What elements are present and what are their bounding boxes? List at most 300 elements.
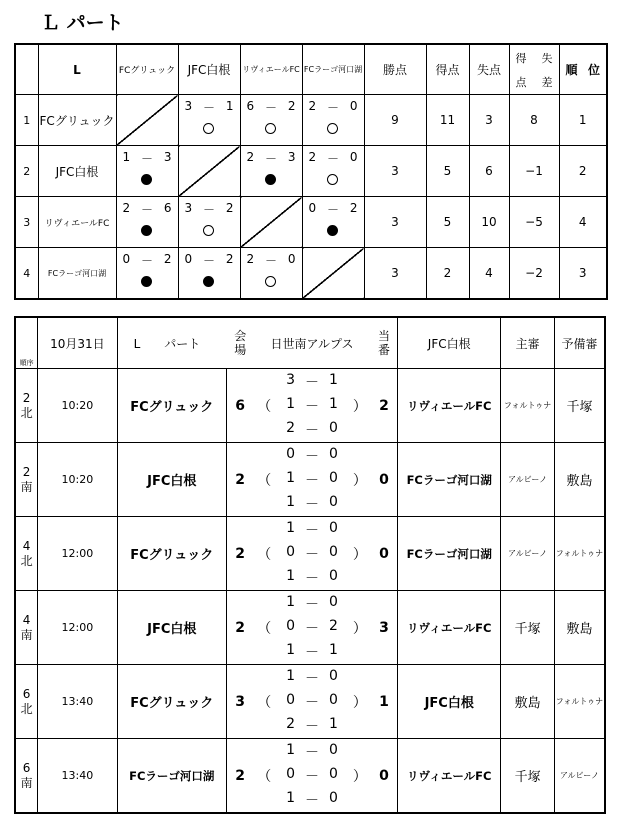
first-half-part: － bbox=[305, 596, 320, 613]
standings-row bbox=[15, 248, 607, 300]
order-header: 順序 bbox=[15, 317, 38, 369]
result-cell bbox=[178, 248, 240, 300]
row-number: 1 bbox=[15, 95, 38, 146]
second-half-part: 2 bbox=[329, 617, 338, 634]
second-half bbox=[253, 618, 371, 638]
result-cell bbox=[302, 197, 364, 248]
result-cell bbox=[116, 146, 178, 197]
paren-close: ） bbox=[352, 398, 367, 415]
half-scores bbox=[253, 517, 371, 591]
second-half-part: 1 bbox=[286, 395, 296, 412]
win-circle-icon bbox=[327, 174, 338, 185]
first-half-part: 1 bbox=[329, 371, 338, 388]
venue-name: 日世南アルプス bbox=[253, 317, 371, 369]
away-team: リヴィエールFC bbox=[398, 591, 501, 665]
second-half bbox=[253, 470, 371, 490]
loss-dot-icon bbox=[141, 225, 152, 236]
first-half bbox=[253, 446, 371, 466]
stat-gf: 5 bbox=[426, 146, 469, 197]
loss-dot-icon bbox=[265, 174, 276, 185]
first-half-part: － bbox=[305, 448, 320, 465]
row-team-name: FCグリュック bbox=[38, 95, 116, 146]
extra-line-part: 1 bbox=[329, 641, 338, 658]
referee-name: アルビーノ bbox=[501, 517, 555, 591]
first-half-part: － bbox=[305, 374, 320, 391]
paren-close: ） bbox=[352, 620, 367, 637]
away-score: 1 bbox=[371, 665, 398, 739]
extra-line bbox=[253, 790, 371, 810]
first-half-part: 0 bbox=[329, 593, 338, 610]
extra-line bbox=[253, 494, 371, 514]
stat-gf: 11 bbox=[426, 95, 469, 146]
match-order bbox=[15, 443, 38, 517]
score-dash: － bbox=[264, 101, 277, 115]
away-score: 0 bbox=[371, 443, 398, 517]
first-half-part: 1 bbox=[286, 741, 296, 758]
home-team: FCグリュック bbox=[117, 517, 226, 591]
extra-line-part: 0 bbox=[329, 789, 338, 806]
second-half-part: － bbox=[305, 546, 320, 563]
gd-label-3: 点 bbox=[515, 75, 527, 89]
score-breakdown bbox=[253, 668, 371, 736]
stat-ga: 10 bbox=[469, 197, 509, 248]
col-rank bbox=[559, 44, 607, 95]
match-order bbox=[15, 591, 38, 665]
second-half-inner bbox=[286, 470, 338, 490]
standings-table bbox=[14, 43, 608, 300]
reserve-header: 予備審 bbox=[554, 317, 605, 369]
col-goals-for: 得点 bbox=[426, 44, 469, 95]
win-circle-icon bbox=[203, 123, 214, 134]
result-score bbox=[247, 150, 296, 167]
score-left: 2 bbox=[308, 99, 317, 113]
first-half-part: 0 bbox=[329, 741, 338, 758]
second-half-part: 0 bbox=[286, 617, 296, 634]
first-half bbox=[253, 668, 371, 688]
score-dash: － bbox=[202, 254, 215, 268]
extra-line bbox=[253, 420, 371, 440]
away-score: 0 bbox=[371, 517, 398, 591]
result-cell bbox=[302, 146, 364, 197]
loss-dot-icon bbox=[141, 276, 152, 287]
away-score: 3 bbox=[371, 591, 398, 665]
first-half-part: 0 bbox=[329, 519, 338, 536]
score-left: 3 bbox=[184, 99, 193, 113]
away-team: JFC白根 bbox=[398, 665, 501, 739]
kickoff-time: 10:20 bbox=[38, 443, 117, 517]
extra-line-part: － bbox=[305, 644, 320, 661]
extra-line bbox=[253, 568, 371, 588]
second-half-part: 0 bbox=[329, 765, 338, 782]
home-score: 2 bbox=[226, 739, 253, 814]
match-order bbox=[15, 517, 38, 591]
score-dash: － bbox=[140, 254, 153, 268]
extra-line-part: － bbox=[305, 570, 320, 587]
second-half-part: 0 bbox=[286, 543, 296, 560]
standings-row bbox=[15, 95, 607, 146]
rank-label-1: 順 bbox=[565, 63, 578, 77]
first-half-part: 1 bbox=[286, 667, 296, 684]
second-half-part: 0 bbox=[329, 691, 338, 708]
extra-line-part: 0 bbox=[329, 493, 338, 510]
match-row bbox=[15, 443, 605, 517]
away-team: FCラーゴ河口湖 bbox=[398, 517, 501, 591]
score-dash: － bbox=[326, 101, 339, 115]
stat-rank: 1 bbox=[559, 95, 607, 146]
second-half-inner bbox=[286, 766, 338, 786]
part-header: L bbox=[38, 44, 116, 95]
referee-name: 敷島 bbox=[501, 665, 555, 739]
home-score: 3 bbox=[226, 665, 253, 739]
score-left: 0 bbox=[308, 201, 317, 215]
corner-cell bbox=[15, 44, 38, 95]
result-cell bbox=[240, 95, 302, 146]
result-cell bbox=[302, 95, 364, 146]
result-score bbox=[123, 252, 172, 269]
match-row bbox=[15, 665, 605, 739]
standings-header-row bbox=[15, 44, 607, 95]
second-half bbox=[253, 396, 371, 416]
row-team-name: JFC白根 bbox=[38, 146, 116, 197]
away-team: リヴィエールFC bbox=[398, 369, 501, 443]
score-right: 3 bbox=[287, 150, 296, 164]
second-half-part: － bbox=[305, 768, 320, 785]
gd-label-4: 差 bbox=[541, 75, 553, 89]
extra-line-part: 1 bbox=[286, 789, 296, 806]
kickoff-time: 10:20 bbox=[38, 369, 117, 443]
order-number: 2 bbox=[22, 464, 31, 479]
score-right: 2 bbox=[287, 99, 296, 113]
first-half-part: 1 bbox=[286, 519, 296, 536]
first-half-part: － bbox=[305, 744, 320, 761]
self-match-cell bbox=[302, 248, 364, 300]
match-order bbox=[15, 665, 38, 739]
away-team: FCラーゴ河口湖 bbox=[398, 443, 501, 517]
first-half-part: 0 bbox=[329, 445, 338, 462]
away-score: 2 bbox=[371, 369, 398, 443]
reserve-referee-name: フォルトゥナ bbox=[554, 517, 605, 591]
result-cell bbox=[240, 248, 302, 300]
second-half-part: 0 bbox=[329, 543, 338, 560]
col-team-3: リヴィエールFC bbox=[240, 44, 302, 95]
second-half-inner bbox=[286, 396, 338, 416]
gd-label-1: 得 bbox=[515, 51, 527, 65]
order-number: 4 bbox=[22, 538, 31, 553]
win-circle-icon bbox=[327, 123, 338, 134]
score-breakdown bbox=[253, 520, 371, 588]
stat-gd: −5 bbox=[509, 197, 559, 248]
score-dash: － bbox=[264, 152, 277, 166]
col-team-4: FCラーゴ河口湖 bbox=[302, 44, 364, 95]
first-half bbox=[253, 520, 371, 540]
half-scores bbox=[253, 369, 371, 443]
score-right: 0 bbox=[287, 252, 296, 266]
second-half-part: 1 bbox=[329, 395, 338, 412]
first-half-part: 1 bbox=[286, 593, 296, 610]
paren-close: ） bbox=[352, 472, 367, 489]
score-right: 1 bbox=[225, 99, 234, 113]
extra-line-part: 1 bbox=[286, 567, 296, 584]
extra-line-part: － bbox=[305, 718, 320, 735]
match-row bbox=[15, 517, 605, 591]
result-cell bbox=[178, 95, 240, 146]
half-scores bbox=[253, 591, 371, 665]
row-number: 3 bbox=[15, 197, 38, 248]
standings-row bbox=[15, 197, 607, 248]
stat-points: 3 bbox=[364, 248, 426, 300]
half-scores bbox=[253, 665, 371, 739]
reserve-referee-name: 敷島 bbox=[554, 591, 605, 665]
second-half-part: 1 bbox=[286, 469, 296, 486]
second-half bbox=[253, 692, 371, 712]
second-half-part: － bbox=[305, 472, 320, 489]
extra-line bbox=[253, 642, 371, 662]
paren-close: ） bbox=[352, 694, 367, 711]
stat-ga: 4 bbox=[469, 248, 509, 300]
second-half-part: － bbox=[305, 620, 320, 637]
second-half-inner bbox=[286, 618, 338, 638]
first-half-part: 0 bbox=[286, 445, 296, 462]
stat-points: 9 bbox=[364, 95, 426, 146]
score-dash: － bbox=[202, 203, 215, 217]
score-right: 2 bbox=[225, 252, 234, 266]
score-left: 2 bbox=[246, 252, 255, 266]
result-score bbox=[123, 201, 172, 218]
extra-line-part: 2 bbox=[286, 715, 296, 732]
second-half-inner bbox=[286, 544, 338, 564]
extra-line-part: 0 bbox=[329, 419, 338, 436]
result-cell bbox=[178, 197, 240, 248]
stat-points: 3 bbox=[364, 197, 426, 248]
stat-gf: 5 bbox=[426, 197, 469, 248]
first-half bbox=[253, 372, 371, 392]
extra-line-part: 1 bbox=[286, 493, 296, 510]
stat-gf: 2 bbox=[426, 248, 469, 300]
order-number: 4 bbox=[22, 612, 31, 627]
match-row bbox=[15, 739, 605, 814]
self-match-cell bbox=[240, 197, 302, 248]
venue-label-2: 場 bbox=[234, 343, 247, 357]
duty-label-2: 番 bbox=[377, 343, 390, 357]
score-dash: － bbox=[326, 203, 339, 217]
half-scores bbox=[253, 739, 371, 814]
score-right: 2 bbox=[225, 201, 234, 215]
second-half-part: － bbox=[305, 694, 320, 711]
row-team-name: リヴィエールFC bbox=[38, 197, 116, 248]
extra-line bbox=[253, 716, 371, 736]
paren-close: ） bbox=[352, 768, 367, 785]
referee-name: 千塚 bbox=[501, 591, 555, 665]
score-right: 2 bbox=[349, 201, 358, 215]
kickoff-time: 13:40 bbox=[38, 665, 117, 739]
second-half-part: 0 bbox=[286, 765, 296, 782]
stat-ga: 3 bbox=[469, 95, 509, 146]
stat-rank: 4 bbox=[559, 197, 607, 248]
first-half bbox=[253, 594, 371, 614]
stat-gd: 8 bbox=[509, 95, 559, 146]
home-score: 2 bbox=[226, 591, 253, 665]
win-circle-icon bbox=[265, 276, 276, 287]
extra-line-part: 2 bbox=[286, 419, 296, 436]
reserve-referee-name: 敷島 bbox=[554, 443, 605, 517]
home-team: FCグリュック bbox=[117, 665, 226, 739]
venue-label-1: 会 bbox=[234, 329, 247, 343]
order-side: 北 bbox=[20, 553, 33, 568]
stat-rank: 3 bbox=[559, 248, 607, 300]
score-right: 0 bbox=[349, 99, 358, 113]
kickoff-time: 12:00 bbox=[38, 517, 117, 591]
win-circle-icon bbox=[265, 123, 276, 134]
score-left: 2 bbox=[246, 150, 255, 164]
stat-rank: 2 bbox=[559, 146, 607, 197]
match-order bbox=[15, 369, 38, 443]
schedule-table bbox=[14, 316, 606, 814]
result-cell bbox=[116, 248, 178, 300]
referee-header: 主審 bbox=[501, 317, 555, 369]
schedule-header-row bbox=[15, 317, 605, 369]
home-team: JFC白根 bbox=[117, 443, 226, 517]
second-half-part: 0 bbox=[329, 469, 338, 486]
paren-open: （ bbox=[257, 546, 272, 563]
home-team: FCラーゴ河口湖 bbox=[117, 739, 226, 814]
order-number: 6 bbox=[22, 686, 31, 701]
score-dash: － bbox=[140, 203, 153, 217]
score-dash: － bbox=[264, 254, 277, 268]
home-team: JFC白根 bbox=[117, 591, 226, 665]
reserve-referee-name: 千塚 bbox=[554, 369, 605, 443]
home-score: 2 bbox=[226, 443, 253, 517]
score-left: 3 bbox=[184, 201, 193, 215]
home-score: 6 bbox=[226, 369, 253, 443]
stat-points: 3 bbox=[364, 146, 426, 197]
score-left: 0 bbox=[122, 252, 131, 266]
reserve-referee-name: フォルトゥナ bbox=[554, 665, 605, 739]
result-score bbox=[185, 99, 234, 116]
match-order bbox=[15, 739, 38, 814]
result-score bbox=[247, 99, 296, 116]
extra-line-part: － bbox=[305, 496, 320, 513]
paren-open: （ bbox=[257, 768, 272, 785]
score-dash: － bbox=[202, 101, 215, 115]
result-cell bbox=[116, 197, 178, 248]
self-match-cell bbox=[178, 146, 240, 197]
score-right: 0 bbox=[349, 150, 358, 164]
date-header: 10月31日 bbox=[38, 317, 117, 369]
win-circle-icon bbox=[203, 225, 214, 236]
home-team: FCグリュック bbox=[117, 369, 226, 443]
half-scores bbox=[253, 443, 371, 517]
paren-open: （ bbox=[257, 398, 272, 415]
result-score bbox=[247, 252, 296, 269]
order-number: 2 bbox=[22, 390, 31, 405]
match-row bbox=[15, 369, 605, 443]
row-number: 4 bbox=[15, 248, 38, 300]
score-dash: － bbox=[326, 152, 339, 166]
extra-line-part: － bbox=[305, 792, 320, 809]
page-title: Ｌ パート bbox=[41, 12, 124, 34]
score-right: 6 bbox=[163, 201, 172, 215]
first-half-part: 0 bbox=[329, 667, 338, 684]
first-half-part: － bbox=[305, 522, 320, 539]
result-score bbox=[309, 201, 358, 218]
row-number: 2 bbox=[15, 146, 38, 197]
first-half-part: － bbox=[305, 670, 320, 687]
order-side: 北 bbox=[20, 405, 33, 420]
referee-name: フォルトゥナ bbox=[501, 369, 555, 443]
result-cell bbox=[240, 146, 302, 197]
loss-dot-icon bbox=[327, 225, 338, 236]
second-half bbox=[253, 544, 371, 564]
extra-line-part: 1 bbox=[286, 641, 296, 658]
score-breakdown bbox=[253, 742, 371, 810]
stat-gd: −2 bbox=[509, 248, 559, 300]
duty-label-1: 当 bbox=[377, 329, 390, 343]
paren-close: ） bbox=[352, 546, 367, 563]
kickoff-time: 12:00 bbox=[38, 591, 117, 665]
first-half bbox=[253, 742, 371, 762]
loss-dot-icon bbox=[141, 174, 152, 185]
col-goal-diff bbox=[509, 44, 559, 95]
score-right: 3 bbox=[163, 150, 172, 164]
away-score: 0 bbox=[371, 739, 398, 814]
stat-ga: 6 bbox=[469, 146, 509, 197]
result-score bbox=[309, 150, 358, 167]
order-side: 南 bbox=[20, 479, 33, 494]
stat-gd: −1 bbox=[509, 146, 559, 197]
away-team: リヴィエールFC bbox=[398, 739, 501, 814]
self-match-cell bbox=[116, 95, 178, 146]
col-goals-against: 失点 bbox=[469, 44, 509, 95]
col-points: 勝点 bbox=[364, 44, 426, 95]
score-dash: － bbox=[140, 152, 153, 166]
result-score bbox=[185, 252, 234, 269]
loss-dot-icon bbox=[203, 276, 214, 287]
row-team-name: FCラーゴ河口湖 bbox=[38, 248, 116, 300]
order-number: 6 bbox=[22, 760, 31, 775]
score-right: 2 bbox=[163, 252, 172, 266]
standings-row bbox=[15, 146, 607, 197]
second-half-part: 0 bbox=[286, 691, 296, 708]
score-breakdown bbox=[253, 594, 371, 662]
referee-name: 千塚 bbox=[501, 739, 555, 814]
match-row bbox=[15, 591, 605, 665]
score-left: 6 bbox=[246, 99, 255, 113]
result-score bbox=[185, 201, 234, 218]
col-team-1: FCグリュック bbox=[116, 44, 178, 95]
paren-open: （ bbox=[257, 694, 272, 711]
referee-name: アルビーノ bbox=[501, 443, 555, 517]
first-half-part: 3 bbox=[286, 371, 296, 388]
extra-line-part: － bbox=[305, 422, 320, 439]
score-breakdown bbox=[253, 372, 371, 440]
extra-line-part: 1 bbox=[329, 715, 338, 732]
col-team-2: JFC白根 bbox=[178, 44, 240, 95]
result-score bbox=[123, 150, 172, 167]
score-left: 0 bbox=[184, 252, 193, 266]
extra-line-part: 0 bbox=[329, 567, 338, 584]
reserve-referee-name: アルビーノ bbox=[554, 739, 605, 814]
home-score: 2 bbox=[226, 517, 253, 591]
score-breakdown bbox=[253, 446, 371, 514]
gd-label-2: 失 bbox=[541, 51, 553, 65]
order-side: 南 bbox=[20, 775, 33, 790]
order-side: 南 bbox=[20, 627, 33, 642]
result-score bbox=[309, 99, 358, 116]
second-half bbox=[253, 766, 371, 786]
score-left: 2 bbox=[308, 150, 317, 164]
paren-open: （ bbox=[257, 620, 272, 637]
second-half-part: － bbox=[305, 398, 320, 415]
